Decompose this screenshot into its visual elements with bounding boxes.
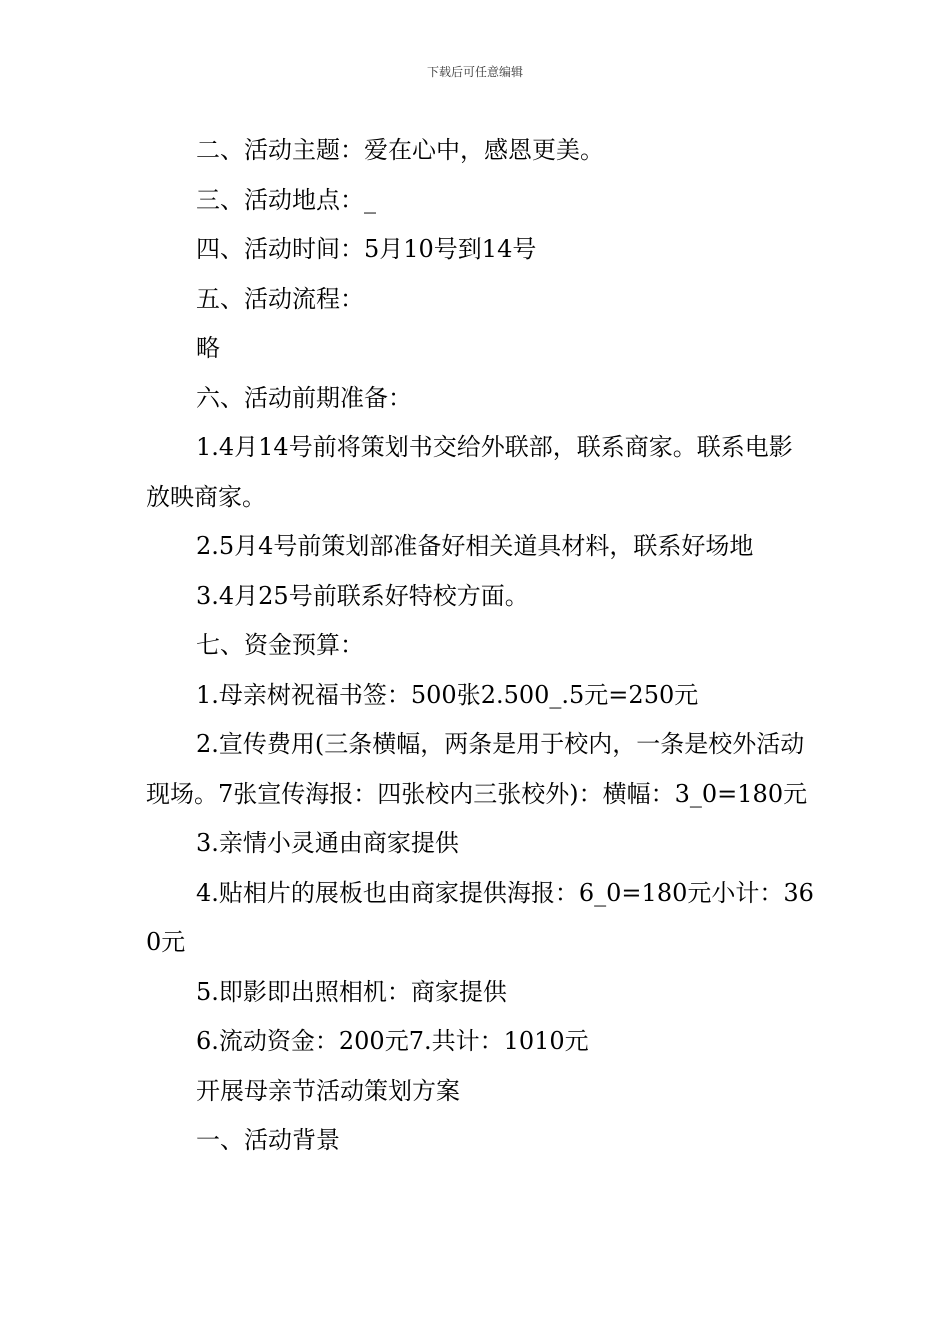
paragraph-preparation-heading: 六、活动前期准备： bbox=[196, 383, 412, 412]
paragraph-theme: 二、活动主题：爱在心中，感恩更美。 bbox=[196, 136, 604, 164]
paragraph-location: 三、活动地点：_ bbox=[196, 185, 376, 214]
paragraph-time: 四、活动时间：5月10号到14号 bbox=[196, 235, 537, 263]
paragraph-budget-2: 2.宣传费用(三条横幅，两条是用于校内，一条是校外活动现场。7张宣传海报：四张校内三张校外)：横幅：3_0=180元 bbox=[146, 730, 808, 808]
paragraph-budget-1: 1.母亲树祝福书签：500张2.500_.5元=250元 bbox=[196, 680, 699, 709]
paragraph-preparation-3: 3.4月25号前联系好特校方面。 bbox=[196, 581, 529, 610]
paragraph-budget-4: 4.贴相片的展板也由商家提供海报：6_0=180元小计：360元 bbox=[146, 878, 814, 956]
page-header: 下载后可任意编辑 bbox=[426, 65, 523, 79]
paragraph-budget-3: 3.亲情小灵通由商家提供 bbox=[196, 829, 459, 857]
paragraph-preparation-1: 1.4月14号前将策划书交给外联部，联系商家。联系电影放映商家。 bbox=[146, 433, 793, 511]
paragraph-process-omitted: 略 bbox=[196, 334, 220, 362]
paragraph-preparation-2: 2.5月4号前策划部准备好相关道具材料，联系好场地 bbox=[196, 532, 754, 560]
paragraph-plan-title: 开展母亲节活动策划方案 bbox=[196, 1076, 460, 1105]
paragraph-budget-heading: 七、资金预算： bbox=[196, 631, 364, 659]
paragraph-budget-6: 6.流动资金：200元7.共计：1010元 bbox=[196, 1027, 589, 1055]
paragraph-budget-5: 5.即影即出照相机：商家提供 bbox=[196, 977, 507, 1006]
paragraph-process-heading: 五、活动流程： bbox=[196, 284, 364, 313]
document-body bbox=[146, 126, 816, 1166]
paragraph-background-heading: 一、活动背景 bbox=[196, 1126, 340, 1154]
